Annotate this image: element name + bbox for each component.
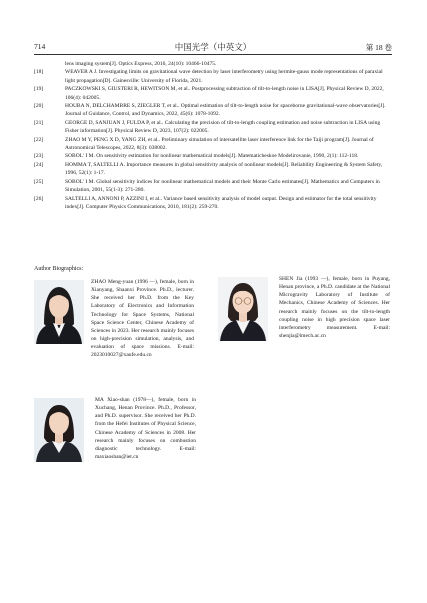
- biographies-heading: Author Biographics:: [34, 266, 84, 272]
- reference-item: [34, 195, 391, 212]
- reference-number: [19]: [34, 86, 44, 93]
- author-bio-ma: [34, 396, 194, 486]
- reference-item: [34, 102, 391, 119]
- reference-text: SOBOL' I M. On sensitivity estimation for nonlinear mathematical models[J]. Matematicheskoe Modelirovanie, 1990, 2(1): 112-118.: [65, 153, 359, 160]
- reference-text: GEORGE D, SANJUAN J, FULDA P, et al.. Calculating the precision of tilt-to-length coupling estimation and noise subtraction in LISA using Fisher information[J]. Physical Review D, 2023, 107(2): 022005.: [65, 119, 381, 135]
- reference-continuation: [34, 60, 391, 68]
- reference-number: [22]: [34, 136, 44, 143]
- author-photo: [34, 398, 84, 462]
- header-rule: [34, 54, 392, 55]
- reference-number: [24]: [34, 161, 44, 168]
- reference-text: WEAVER A J. Investigating limits on gravitational wave detection by laser interferometry using hermite-gauss mode representations of paraxial light propagation[D]. Gainesville: University of Florida, 2021.: [65, 69, 383, 84]
- reference-item: [34, 136, 391, 153]
- reference-number: [20]: [34, 103, 44, 110]
- reference-list: [34, 60, 391, 211]
- reference-number: [25]: [34, 178, 44, 185]
- running-header: [34, 41, 392, 53]
- reference-text: SALTELLI A, ANNONI P, AZZINI I, et al.. Variance based sensitivity analysis of model output. Design and estimator for the total sensitivity index[J]. Computer Physics Communications, 2010, 181(2): 259-270.: [65, 195, 377, 210]
- reference-text: ZHAO M Y, PENG X D, YANG ZH, et al.. Preliminary simulation of intersatellite laser interference link for the Taiji program[J]. Journal of Astronomical Telescopes, 2022, 8(3): 038002.: [65, 136, 374, 152]
- reference-number: [26]: [34, 195, 44, 202]
- reference-item: [34, 161, 391, 178]
- author-bio-shen: [218, 275, 390, 375]
- bio-text: MA Xiao-shan (1978—), female, born in Xuchang, Henan Province. Ph.D., Professor, and Ph.D. supervisor. She received her Ph.D. from the Hefei Institutes of Physical Science, Chinese Academy of Sciences in 2008. Her research mainly focuses on combustion diagnostic technology. E-mail: maxiaoshan@iet.cn: [95, 397, 196, 461]
- author-bio-zhao: [34, 278, 194, 388]
- page-number: 714: [34, 42, 46, 51]
- reference-item: [34, 152, 391, 160]
- reference-text: HOUBA N, DELCHAMBRE S, ZIEGLER T, et al.. Optimal estimation of tilt-to-length noise for spaceborne gravitational-wave observatories[J]. Journal of Guidance, Control, and Dynamics, 2022, 45(6): 1078-1092.: [65, 103, 386, 118]
- reference-item: [34, 178, 391, 195]
- reference-item: [34, 85, 391, 102]
- reference-text: HOMMA T, SALTELLI A. Importance measures in global sensitivity analysis of nonlinear models[J]. Reliability Engineering & System Safety, 1996, 52(1): 1-17.: [65, 161, 383, 177]
- reference-text: PACZKOWSKI S, GIUSTERI R, HEWITSON M, et al.. Postprocessing subtraction of tilt-to-length noise in LISA[J]. Physical Review D, 2022, 106(4): 042005.: [65, 86, 384, 101]
- author-photo: [218, 277, 268, 341]
- reference-item: [34, 119, 391, 136]
- bio-text: ZHAO Meng-yuan (1996 —), female, born in Xianyang, Shaanxi Province. Ph.D., lecturer. She received her Ph.D. from the Key Laboratory of Electronics and Information Technology for Space Systems, National Space Science Center, Chinese Academy of Sciences in 2023. Her research mainly focuses on high-precision simulation, analysis, and evaluation of space missions. E-mail: 2023010027@xaufe.edu.cn: [91, 279, 194, 359]
- reference-number: [23]: [34, 153, 44, 160]
- volume-label: 第 18 卷: [365, 43, 392, 52]
- reference-text: SOBOL' I M. Global sensitivity indices for nonlinear mathematical models and their Monte Carlo estimates[J]. Mathematics and Computers in Simulation, 2001, 55(1-3): 271-280.: [65, 178, 380, 194]
- journal-title: 中国光学（中英文）: [174, 42, 252, 52]
- author-photo: [34, 280, 84, 344]
- reference-item: [34, 68, 391, 85]
- reference-number: [18]: [34, 69, 44, 76]
- reference-text: lens imaging system[J]. Optics Express, 2016, 24(10): 10466-10475.: [65, 61, 217, 67]
- reference-number: [21]: [34, 119, 44, 126]
- bio-text: SHEN Jia (1993 —), female, born in Puyang, Henan province, a Ph.D. candidate at the National Microgravity Laboratory of Institute of Mechanics, Chinese Academy of Sciences. Her research mainly focuses on the tilt-to-length coupling noise in high precision space laser interferometry measurement. E-mail: shenjia@imech.ac.cn: [279, 276, 390, 340]
